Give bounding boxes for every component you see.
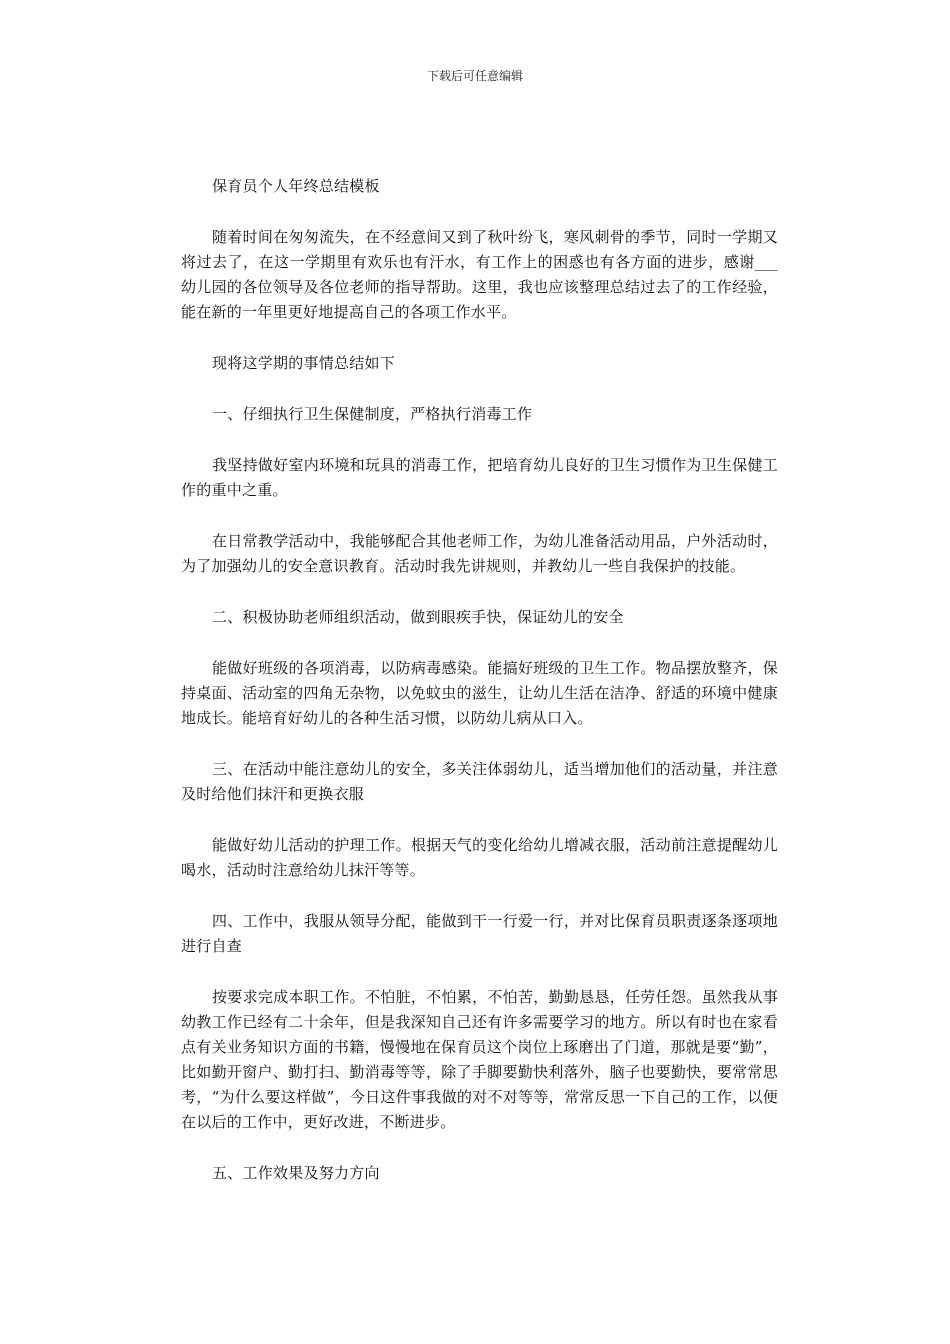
document-title: 保育员个人年终总结模板 [212, 177, 380, 195]
section-heading-5: 五、工作效果及努力方向 [212, 1164, 380, 1182]
paragraph-class-hygiene: 能做好班级的各项消毒，以防病毒感染。能搞好班级的卫生工作。物品摆放整齐，保持桌面、活动室的四角无杂物，以免蚊虫的滋生，让幼儿生活在洁净、舒适的环境中健康地成长。能培育好幼儿的各种生活习惯，以防幼儿病从口入。 [181, 659, 778, 727]
page-header-note: 下载后可任意编辑 [426, 69, 523, 83]
section-heading-1: 一、仔细执行卫生保健制度，严格执行消毒工作 [212, 405, 533, 423]
paragraph-activity-care: 能做好幼儿活动的护理工作。根据天气的变化给幼儿增减衣服，活动前注意提醒幼儿喝水，活动时注意给幼儿抹汗等等。 [181, 836, 778, 879]
document-body [181, 174, 778, 1212]
section-heading-3: 三、在活动中能注意幼儿的安全，多关注体弱幼儿，适当增加他们的活动量，并注意及时给他们抹汗和更换衣服 [181, 760, 778, 803]
section-heading-2: 二、积极协助老师组织活动，做到眼疾手快，保证幼儿的安全 [212, 608, 624, 626]
paragraph-summary-lead: 现将这学期的事情总结如下 [212, 354, 396, 372]
section-heading-4: 四、工作中，我服从领导分配，能做到干一行爱一行，并对比保育员职责逐条逐项地进行自查 [181, 912, 778, 955]
paragraph-daily-activities: 在日常教学活动中，我能够配合其他老师工作，为幼儿准备活动用品，户外活动时，为了加强幼儿的安全意识教育。活动时我先讲规则，并教幼儿一些自我保护的技能。 [181, 532, 778, 575]
paragraph-disinfection: 我坚持做好室内环境和玩具的消毒工作，把培育幼儿良好的卫生习惯作为卫生保健工作的重中之重。 [181, 456, 778, 499]
paragraph-duties: 按要求完成本职工作。不怕脏，不怕累，不怕苦，勤勤恳恳，任劳任怨。虽然我从事幼教工作已经有二十余年，但是我深知自己还有许多需要学习的地方。所以有时也在家看点有关业务知识方面的书籍，慢慢地在保育员这个岗位上琢磨出了门道，那就是要“勤”，比如勤开窗户、勤打扫、勤消毒等等，除了手脚要勤快利落外，脑子也要勤快，要常常思考，“为什么要这样做”，今日这件事我做的对不对等等，常常反思一下自己的工作，以便在以后的工作中，更好改进，不断进步。 [181, 988, 778, 1131]
paragraph-intro: 随着时间在匆匆流失，在不经意间又到了秋叶纷飞，寒风刺骨的季节，同时一学期又将过去了，在这一学期里有欢乐也有汗水，有工作上的困惑也有各方面的进步，感谢___幼儿园的各位领导及各位老师的指导帮助。这里，我也应该整理总结过去了的工作经验，能在新的一年里更好地提高自己的各项工作水平。 [181, 228, 778, 321]
